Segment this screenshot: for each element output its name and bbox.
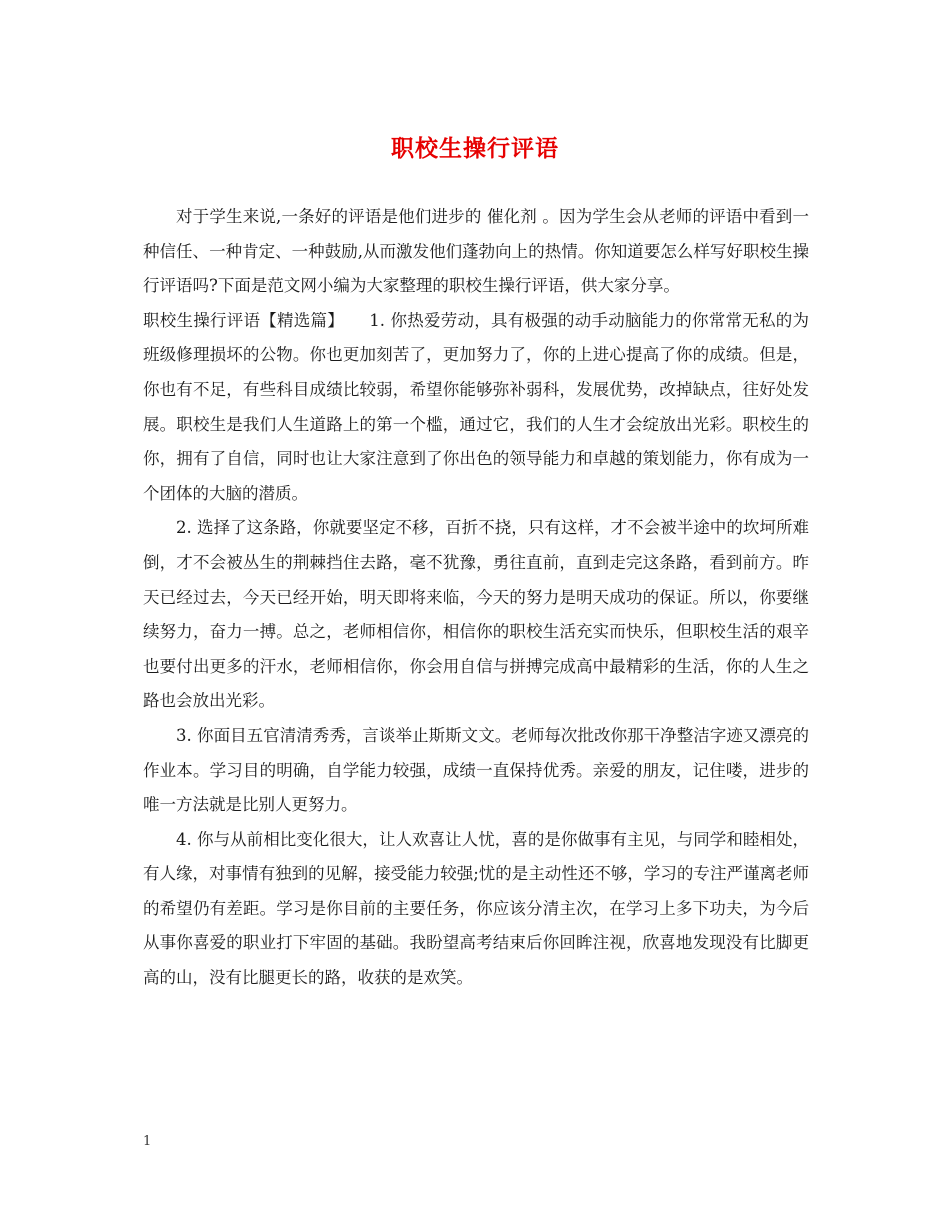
comment-item-2: 2. 选择了这条路，你就要坚定不移，百折不挠，只有这样，才不会被半途中的坎坷所难倒，才不会被丛生的荆棘挡住去路，毫不犹豫，勇往直前，直到走完这条路，看到前方。昨天已经过去，今天已经开始，明天即将来临，今天的努力是明天成功的保证。所以，你要继续努力，奋力一搏。总之，老师相信你，相信你的职校生活充实而快乐，但职校生活的艰辛也要付出更多的汗水，老师相信你，你会用自信与拼搏完成高中最精彩的生活，你的人生之路也会放出光彩。 bbox=[143, 518, 809, 711]
comment-item-1: 1. 你热爱劳动，具有极强的动手动脑能力的你常常无私的为班级修理损坏的公物。你也更加刻苦了，更加努力了，你的上进心提高了你的成绩。但是，你也有不足，有些科目成绩比较弱，希望你能够弥补弱科，发展优势，改掉缺点，往好处发展。职校生是我们人生道路上的第一个槛，通过它，我们的人生才会绽放出光彩。职校生的你，拥有了自信，同时也让大家注意到了你出色的领导能力和卓越的策划能力，你有成为一个团体的大脑的潜质。 bbox=[143, 310, 809, 503]
comment-item-3: 3. 你面目五官清清秀秀，言谈举止斯斯文文。老师每次批改你那干净整洁字迹又漂亮的作业本。学习目的明确，自学能力较强，成绩一直保持优秀。亲爱的朋友，记住喽，进步的唯一方法就是比别人更努力。 bbox=[143, 725, 809, 815]
section-heading: 职校生操行评语【精选篇】 bbox=[143, 310, 336, 330]
section-gap bbox=[336, 311, 370, 330]
page-number: 1 bbox=[143, 1134, 152, 1149]
comment-item-4: 4. 你与从前相比变化很大，让人欢喜让人忧，喜的是你做事有主见，与同学和睦相处，有人缘，对事情有独到的见解，接受能力较强;忧的是主动性还不够，学习的专注严谨离老师的希望仍有差距。学习是你目前的主要任务，你应该分清主次，在学习上多下功夫，为今后从事你喜爱的职业打下牢固的基础。我盼望高考结束后你回眸注视，欣喜地发现没有比脚更高的山，没有比腿更长的路，收获的是欢笑。 bbox=[143, 829, 809, 988]
document-title: 职校生操行评语 bbox=[391, 135, 559, 162]
document-body bbox=[143, 200, 809, 996]
intro-paragraph: 对于学生来说,一条好的评语是他们进步的 催化剂 。因为学生会从老师的评语中看到一种信任、一种肯定、一种鼓励,从而激发他们蓬勃向上的热情。你知道要怎么样写好职校生操行评语吗?下面是范文网小编为大家整理的职校生操行评语，供大家分享。 bbox=[143, 207, 809, 296]
section-paragraph bbox=[143, 304, 809, 512]
